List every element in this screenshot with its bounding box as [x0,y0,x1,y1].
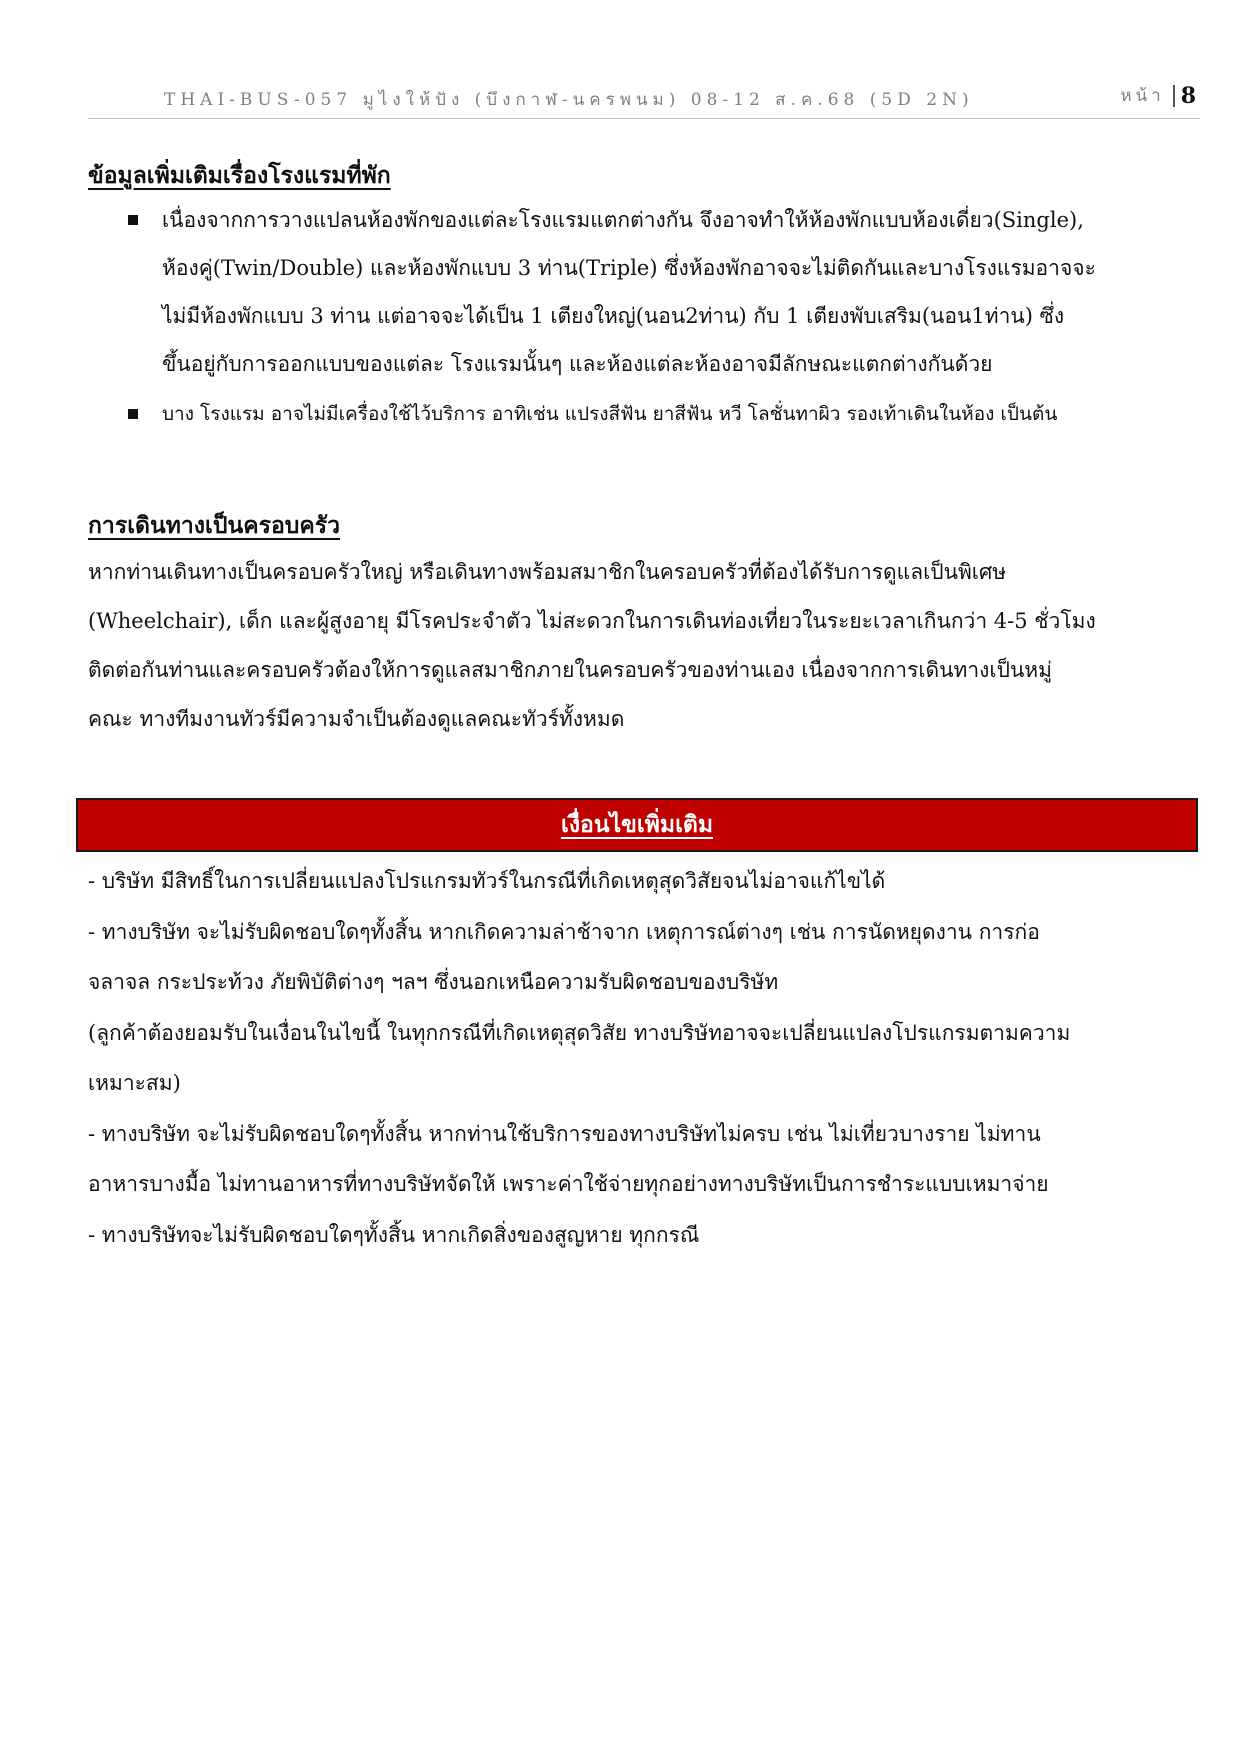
condition-line: - ทางบริษัท จะไม่รับผิดชอบใดๆทั้งสิ้น หากเกิดความล่าช้าจาก เหตุการณ์ต่างๆ เช่น การนัดหยุดงาน การก่อ [88,919,1040,944]
hotel-info-heading: ข้อมูลเพิ่มเติมเรื่องโรงแรมที่พัก [88,162,391,189]
condition-line: - ทางบริษัท จะไม่รับผิดชอบใดๆทั้งสิ้น หากท่านใช้บริการของทางบริษัทไม่ครบ เช่น ไม่เที่ยวบางราย ไม่ทาน [88,1121,1041,1146]
header-separator [1173,85,1175,107]
condition-line: (ลูกค้าต้องยอมรับในเงื่อนในไขนี้ ในทุกกรณีที่เกิดเหตุสุดวิสัย ทางบริษัทอาจจะเปลี่ยนแปลงโปรแกรมตามความ [88,1020,1071,1045]
condition-line: - ทางบริษัทจะไม่รับผิดชอบใดๆทั้งสิ้น หากเกิดสิ่งของสูญหาย ทุกกรณี [88,1222,700,1247]
family-travel-paragraph [88,548,1200,744]
conditions-title: เงื่อนไขเพิ่มเติม [560,811,714,838]
paragraph-line: คณะ ทางทีมงานทัวร์มีความจำเป็นต้องดูแลคณะทัวร์ทั้งหมด [88,707,625,731]
bullet-line: ไม่มีห้องพักแบบ 3 ท่าน แต่อาจจะได้เป็น 1 เตียงใหญ่(นอน2ท่าน) กับ 1 เตียงพับเสริม(นอน1ท่าน) ซึ่ง [162,304,1065,328]
page-label: หน้า [1120,86,1165,106]
bullet-line: เนื่องจากการวางแปลนห้องพักของแต่ละโรงแรมแตกต่างกัน จึงอาจทำให้ห้องพักแบบห้องเดี่ยว(Single), [162,208,1084,232]
bullet-marker [128,409,138,419]
paragraph-line: (Wheelchair), เด็ก และผู้สูงอายุ มีโรคประจำตัว ไม่สะดวกในการเดินท่องเที่ยวในระยะเวลาเกินกว่า 4-5 ชั่วโมง [88,609,1096,633]
page-number: 8 [1180,82,1196,109]
page-header [88,82,1200,119]
family-travel-heading: การเดินทางเป็นครอบครัว [88,512,341,539]
bullet-line: ห้องคู่(Twin/Double) และห้องพักแบบ 3 ท่าน(Triple) ซึ่งห้องพักอาจจะไม่ติดกันและบางโรงแรมอาจจะ [162,256,1096,280]
header-title: THAI-BUS-057 มูไงให้ปัง (บึงกาฬ-นครพนม) 08-12 ส.ค.68 (5D 2N) [164,90,974,110]
page-indicator [1120,82,1196,109]
conditions-banner [76,798,1198,852]
hotel-info-list [126,196,1200,438]
condition-line: - บริษัท มีสิทธิ์ในการเปลี่ยนแปลงโปรแกรมทัวร์ในกรณีที่เกิดเหตุสุดวิสัยจนไม่อาจแก้ไขได้ [88,869,886,893]
hotel-info-item [126,390,1200,438]
condition-line: เหมาะสม) [88,1071,181,1095]
paragraph-line: ติดต่อกันท่านและครอบครัวต้องให้การดูแลสมาชิกภายในครอบครัวของท่านเอง เนื่องจากการเดินทางเป็นหมู่ [88,658,1052,682]
bullet-line: ขึ้นอยู่กับการออกแบบของแต่ละ โรงแรมนั้นๆ และห้องแต่ละห้องอาจมีลักษณะแตกต่างกันด้วย [162,352,993,376]
conditions-list [88,856,1200,1260]
condition-line: อาหารบางมื้อ ไม่ทานอาหารที่ทางบริษัทจัดให้ เพราะค่าใช้จ่ายทุกอย่างทางบริษัทเป็นการชำระแบบเหมาจ่าย [88,1172,1049,1196]
condition-line: จลาจล กระประท้วง ภัยพิบัติต่างๆ ฯลฯ ซึ่งนอกเหนือความรับผิดชอบของบริษัท [88,970,779,994]
bullet-line: บาง โรงแรม อาจไม่มีเครื่องใช้ไว้บริการ อาทิเช่น แปรงสีฟัน ยาสีฟัน หวี โลชั่นทาผิว รองเท้าเดินในห้อง เป็นต้น [162,403,1058,425]
paragraph-line: หากท่านเดินทางเป็นครอบครัวใหญ่ หรือเดินทางพร้อมสมาชิกในครอบครัวที่ต้องได้รับการดูแลเป็นพิเศษ [88,560,1007,584]
bullet-marker [128,215,138,225]
hotel-info-item [126,196,1200,388]
